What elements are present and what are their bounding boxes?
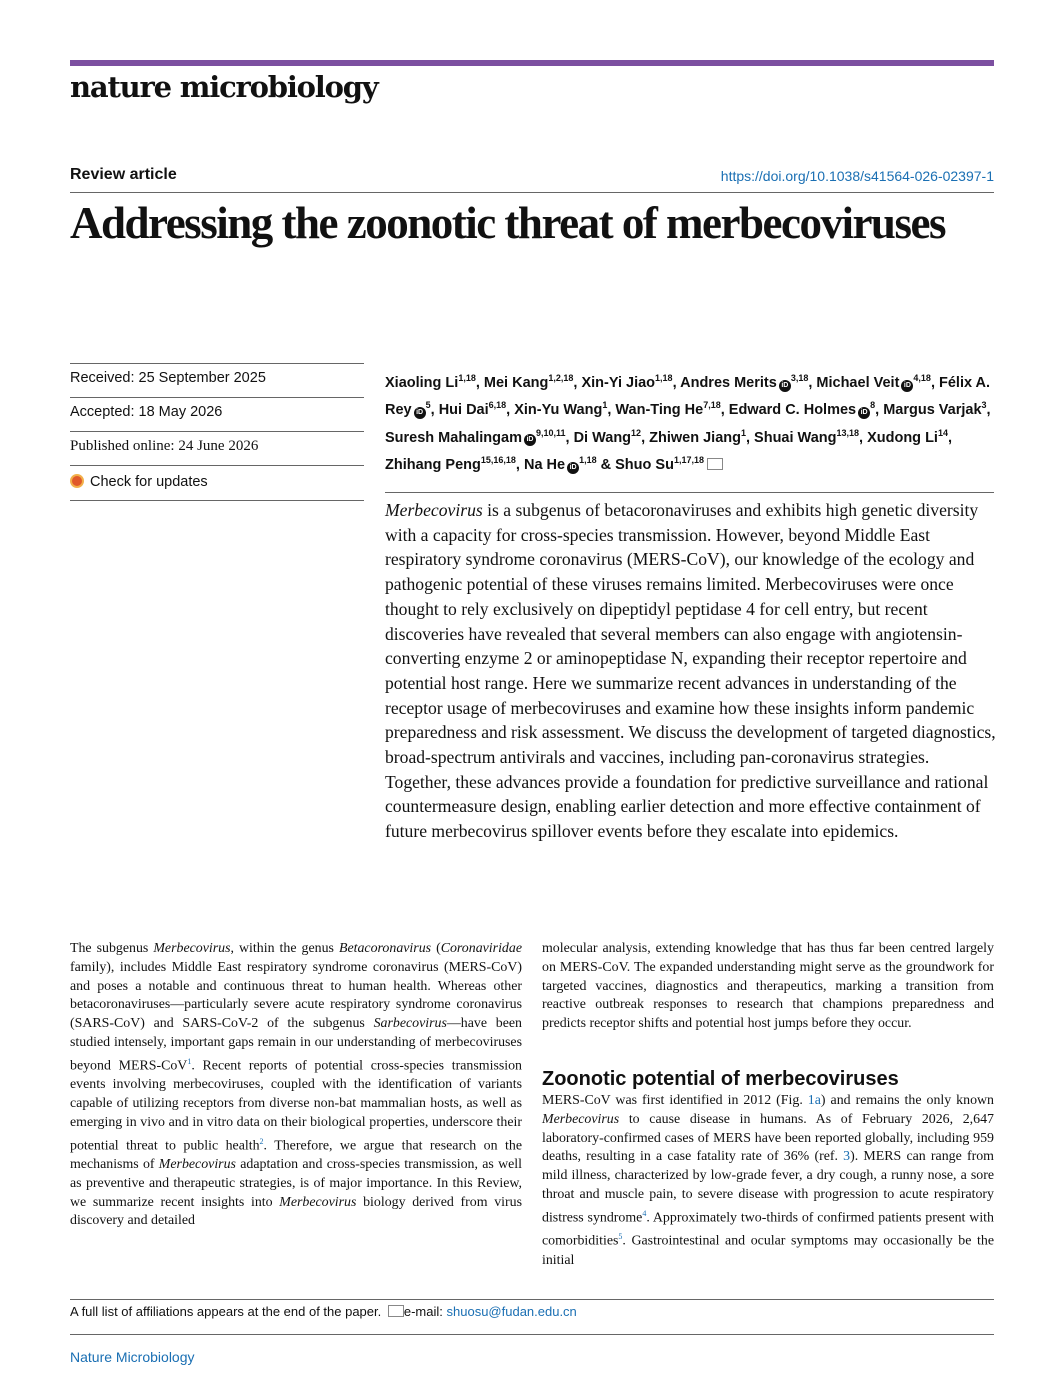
footnote — [70, 1304, 577, 1319]
author-affiliation: 5 — [425, 400, 431, 411]
footer-rule — [70, 1334, 994, 1335]
author-name: Di Wang — [573, 429, 632, 446]
author-name: Xudong Li — [867, 429, 938, 446]
orcid-icon[interactable]: iD — [524, 434, 536, 446]
footer-journal-name: Nature Microbiology — [70, 1349, 195, 1365]
body-column-right: MERS-CoV was first identified in 2012 (Fig. 1a) and remains the only known Merbecovirus to cause disease in humans. As of February 2026, 2,647 laboratory-confirmed cases of MERS have been reported globally, including 959 deaths, resulting in a case fatality rate of 36% (ref. 3). MERS can range from mild illness, characterized by low-grade fever, a dry cough, a runny nose, a sore throat and muscle pain, to severe disease with progression to acute respiratory distress syndrome$^4$. Approximately two-thirds of confirmed patients present with comorbidities$^5$. Gastrointestinal and ocular symptoms may occasionally be the initial — [542, 1093, 994, 1268]
author-list: Xiaoling Li$^{1,18}$, Mei Kang$^{1,2,18}$, Xin-Yi Jiao$^{1,18}$, Andres Merits iD$^{3,18}$, Michael Veit iD$^{4,18}$, Félix A. Rey $iD^5$, Hui Dai$^{6,18}$, Xin-Yu Wang$^1$, Wan-Ting He$^{7,18}$, Edward C. Holmes $iD^8$, Margus Varjak$^3$, Suresh Mahalingam iD$^{9,10,11}$, Di Wang$^{12}$, Zhiwen Jiang$^1$, Shuai Wang$^{13,18}$, Xudong Li$^{14}$, Zhihang Peng$^{15,16,18}$, Na He iD$^{1,18}$ & Shuo Su$^{1,17,18}$ — [385, 373, 991, 473]
citation-link[interactable]: 4 — [642, 1208, 647, 1218]
body-column-right-intro: molecular analysis, extending knowledge that has thus far been centred largely on MERS-CoV. The expanded understanding might serve as the groundwork for targeted vaccines, diagnostics and therapeutics, marking a transition from reactive outbreak responses to research that champions preparedness and predicts receptor shifts and potential host jumps before they occur. — [542, 941, 994, 1032]
author-name: Mei Kang — [483, 374, 549, 391]
author-name: Xin-Yu Wang — [514, 402, 603, 419]
mail-icon[interactable] — [707, 458, 723, 470]
orcid-icon[interactable]: iD — [901, 380, 913, 392]
journal-color-bar — [70, 60, 994, 66]
orcid-icon[interactable]: iD — [414, 407, 426, 419]
author-affiliation: 1 — [740, 427, 746, 438]
meta-rule — [70, 363, 364, 364]
journal-logo: nature microbiology — [70, 70, 378, 104]
accepted-date: Accepted: 18 May 2026 — [70, 404, 223, 420]
orcid-icon[interactable]: iD — [567, 462, 579, 474]
author-name: Margus Varjak — [883, 402, 982, 419]
body-column-left: The subgenus Merbecovirus, within the genus Betacoronavirus (Coronaviridae family), includes Middle East respiratory syndrome coronavirus (MERS-CoV) and poses a notable and continuous threat to human health. Whereas other betacoronaviruses—particularly severe acute respiratory syndrome coronavirus (SARS-CoV) and SARS-CoV-2 of the subgenus Sarbecovirus—have been studied intensely, important gaps remain in our understanding of merbecoviruses beyond MERS-CoV$^1$. Recent reports of potential cross-species transmission events involving merbecoviruses, coupled with the identification of variants capable of utilizing receptors from diverse non-bat mammalian hosts, as well as emerging in vivo and in vitro data on their biological properties, underscore their potential threat to public health$^2$. Therefore, we argue that research on the mechanisms of Merbecovirus adaptation and cross-species transmission, as well as preventive and therapeutic strategies, is of major importance. In this Review, we summarize recent insights into Merbecovirus biology derived from virus discovery and detailed — [70, 941, 523, 1229]
author-name: Xin-Yi Jiao — [581, 374, 656, 391]
email-link[interactable]: shuosu@fudan.edu.cn — [446, 1304, 577, 1319]
author-affiliation: 1,2,18 — [548, 373, 574, 383]
orcid-icon[interactable]: iD — [779, 380, 791, 392]
author-affiliation: 3,18 — [790, 373, 809, 383]
author-affiliation: 3 — [981, 400, 987, 411]
author-name: Hui Dai — [438, 402, 489, 419]
doi-link[interactable]: https://doi.org/10.1038/s41564-026-02397-1 — [720, 168, 994, 184]
author-name: Zhihang Peng — [385, 456, 481, 473]
citation-link[interactable]: 3 — [843, 1149, 851, 1165]
author-affiliation: 12 — [631, 427, 642, 438]
abstract-text: is a subgenus of betacoronaviruses and exhibits high genetic diversity with a capacity for cross-species transmission. However, beyond Middle East respiratory syndrome coronavirus (MERS-CoV), our knowledge of the ecology and pathogenic potential of these viruses remains limited. Merbecoviruses were once thought to rely exclusively on dipeptidyl peptidase 4 for cell entry, but recent discoveries have revealed that several members can also engage with angiotensin-converting enzyme 2 or aminopeptidase N, expanding their receptor repertoire and potential host range. Here we summarize recent advances in understanding of the receptor usage of merbecoviruses and examine how these insights inform pandemic preparedness and risk assessment. We discuss the development of targeted diagnostics, broad-spectrum antivirals and vaccines, including pan-coronavirus strategies. Together, these advances provide a foundation for predictive surveillance and rational countermeasure design, enabling earlier detection and more effective containment of future merbecovirus spillover events before they escalate into epidemics. — [385, 500, 996, 842]
author-name: Suresh Mahalingam — [385, 429, 522, 446]
author-affiliation: 14 — [937, 427, 948, 438]
author-affiliation: 9,10,11 — [535, 427, 566, 438]
email-label: e-mail: — [403, 1304, 447, 1319]
author-name: Edward C. Holmes — [728, 402, 857, 419]
citation-link[interactable]: 1 — [187, 1056, 192, 1066]
author-affiliation: 8 — [870, 400, 876, 411]
author-name: Zhiwen Jiang — [649, 429, 741, 446]
received-date: Received: 25 September 2025 — [70, 370, 266, 386]
author-name: Na He — [523, 456, 566, 473]
mail-icon — [388, 1305, 404, 1317]
check-updates-button[interactable] — [70, 474, 208, 490]
citation-link[interactable]: 2 — [259, 1136, 264, 1146]
author-affiliation: 1,18 — [579, 454, 597, 465]
author-name: Michael Veit — [816, 374, 900, 391]
author-affiliation: 15,16,18 — [480, 454, 516, 465]
orcid-icon[interactable]: iD — [858, 407, 870, 419]
author-name: Xiaoling Li — [385, 374, 459, 391]
section-heading: Zoonotic potential of merbecoviruses — [542, 1068, 899, 1090]
affiliation-note: A full list of affiliations appears at the end of the paper. — [70, 1304, 382, 1319]
author-affiliation: 1,18 — [458, 373, 476, 383]
author-affiliation: 4,18 — [913, 373, 931, 383]
author-name: Shuai Wang — [754, 429, 837, 446]
citation-link[interactable]: 5 — [618, 1232, 623, 1242]
published-date: Published online: 24 June 2026 — [70, 438, 259, 454]
meta-rule — [70, 465, 364, 466]
author-name: Andres Merits — [680, 374, 777, 391]
author-affiliation: 1 — [602, 400, 608, 411]
author-affiliation: 7,18 — [703, 400, 721, 411]
article-type: Review article — [70, 166, 177, 183]
abstract — [385, 498, 997, 844]
abstract-italic-term: Merbecovirus — [385, 500, 483, 520]
author-affiliation: 1,17,18 — [673, 454, 704, 465]
article-title: Addressing the zoonotic threat of merbecoviruses — [70, 198, 945, 248]
abstract-rule — [385, 492, 994, 493]
author-affiliation: 6,18 — [488, 400, 507, 411]
meta-rule — [70, 500, 364, 501]
author-name: Shuo Su — [615, 456, 674, 473]
author-affiliation: 1,18 — [655, 373, 673, 383]
footnote-rule — [70, 1299, 994, 1300]
check-updates-label: Check for updates — [90, 474, 208, 490]
check-updates-icon — [70, 474, 84, 488]
author-affiliation: 13,18 — [836, 427, 860, 438]
figure-link[interactable]: 1a — [807, 1093, 821, 1108]
meta-rule — [70, 397, 364, 398]
meta-rule — [70, 431, 364, 432]
author-name: Wan-Ting He — [615, 402, 704, 419]
author-name: Félix A. Rey — [385, 374, 991, 419]
header-rule — [70, 192, 994, 193]
